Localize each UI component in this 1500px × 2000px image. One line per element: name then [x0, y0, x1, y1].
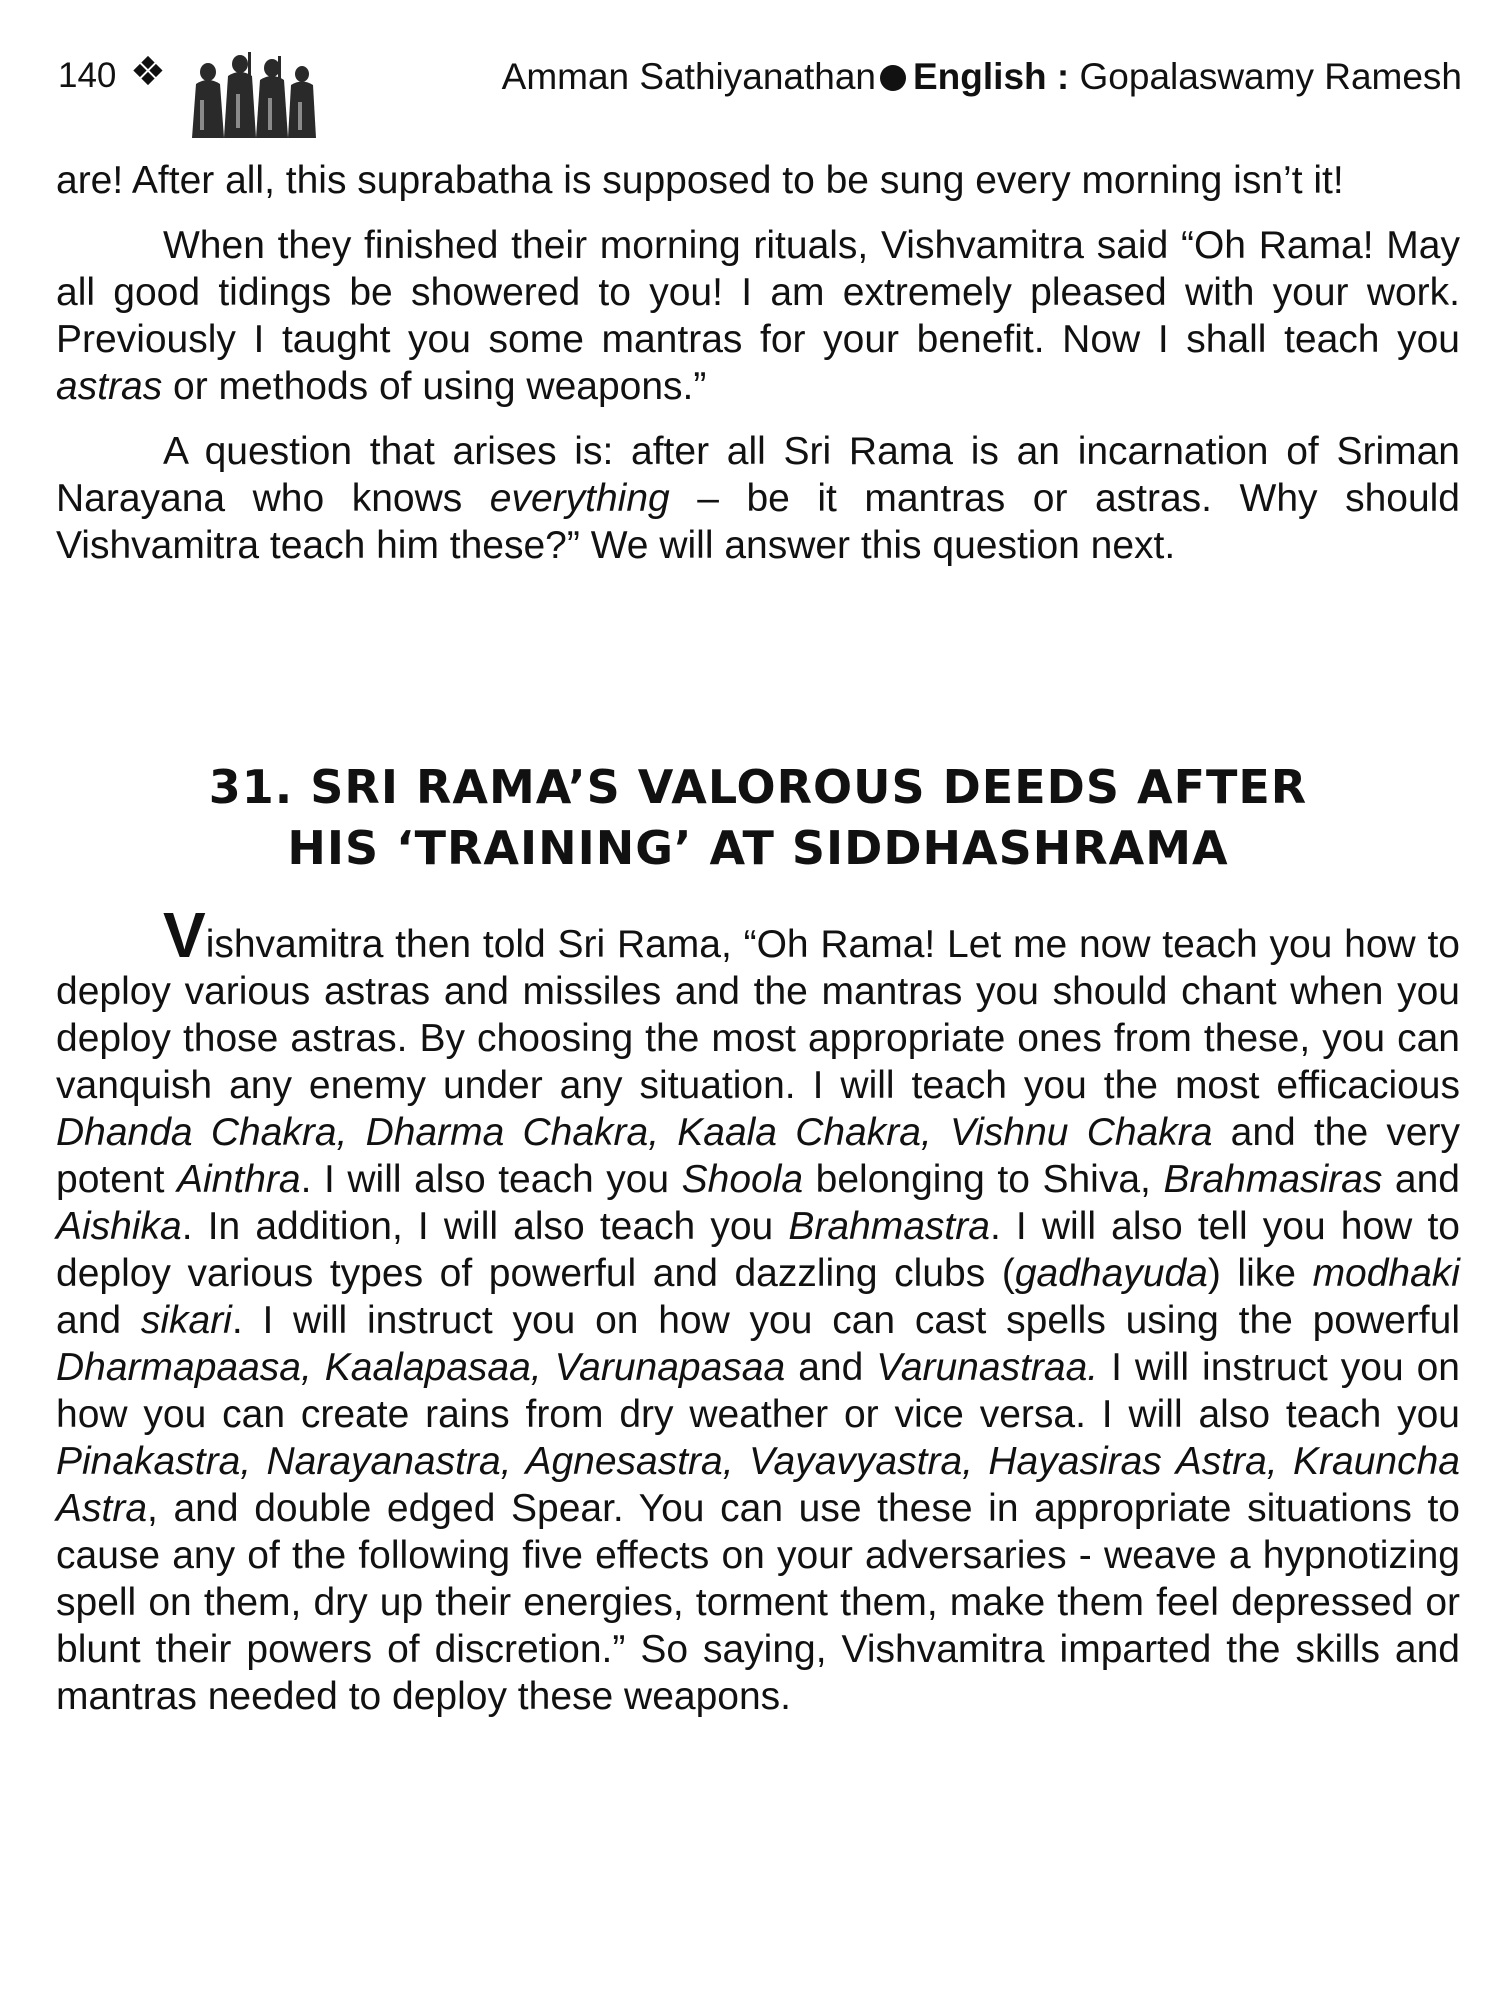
chapter-heading-line-1: 31. SRI RAMA’S VALOROUS DEEDS AFTER	[208, 760, 1308, 814]
text-block-top	[56, 157, 1460, 587]
paragraph-continuation: are! After all, this suprabatha is supposed to be sung every morning isn’t it!	[56, 159, 1344, 202]
running-header	[58, 50, 1462, 130]
paragraph-astras: Vishvamitra then told Sri Rama, “Oh Rama! Let me now teach you how to deploy various astras and missiles and the mantras you should chant when you deploy those astras. By choosing the most appropriate ones from these, you can vanquish any enemy under any situation. I will teach you the most efficacious Dhanda Chakra, Dharma Chakra, Kaala Chakra, Vishnu Chakra and the very potent Ainthra. I will also teach you Shoola belonging to Shiva, Brahmasiras and Aishika. In addition, I will also teach you Brahmastra. I will also tell you how to deploy various types of powerful and dazzling clubs (gadhayuda) like modhaki and sikari. I will instruct you on how you can cast spells using the powerful Dharmapaasa, Kaalapasaa, Varunapasaa and Varunastraa. I will instruct you on how you can create rains from dry weather or vice versa. I will also teach you Pinakastra, Narayanastra, Agnesastra, Vayavyastra, Hayasiras Astra, Krauncha Astra, and double edged Spear. You can use these in appropriate situations to cause any of the following five effects on your adversaries - weave a hypnotizing spell on them, dry up their energies, torment them, make them feel depressed or blunt their powers of discretion.” So saying, Vishvamitra imparted the skills and mantras needed to deploy these weapons.	[56, 899, 1461, 1718]
drop-cap: V	[163, 899, 206, 971]
language-label: English	[913, 56, 1047, 97]
paragraph-rituals: When they finished their morning rituals, Vishvamitra said “Oh Rama! May all good tidings be showered to you! I am extremely pleased with your work. Previously I taught you some mantras for your benefit. Now I shall teach you astras or methods of using weapons.”	[56, 224, 1460, 408]
running-title	[502, 56, 1462, 98]
translator-name: Gopalaswamy Ramesh	[1079, 56, 1462, 97]
page-number: 140	[58, 56, 117, 95]
ornament-icon: ❖	[130, 50, 166, 94]
figures-vignette-icon	[178, 50, 328, 140]
chapter-heading-line-2: HIS ‘TRAINING’ AT SIDDHASHRAMA	[287, 821, 1229, 875]
text-block-body	[56, 899, 1461, 1738]
chapter-heading	[56, 757, 1460, 879]
title-separator: :	[1046, 56, 1080, 97]
author-name: Amman Sathiyanathan	[501, 56, 876, 97]
paragraph-question: A question that arises is: after all Sri Rama is an incarnation of Sriman Narayana who knows everything – be it mantras or astras. Why should Vishvamitra teach him these?” We will answer this question next.	[56, 430, 1460, 567]
bullet-icon	[880, 65, 906, 91]
